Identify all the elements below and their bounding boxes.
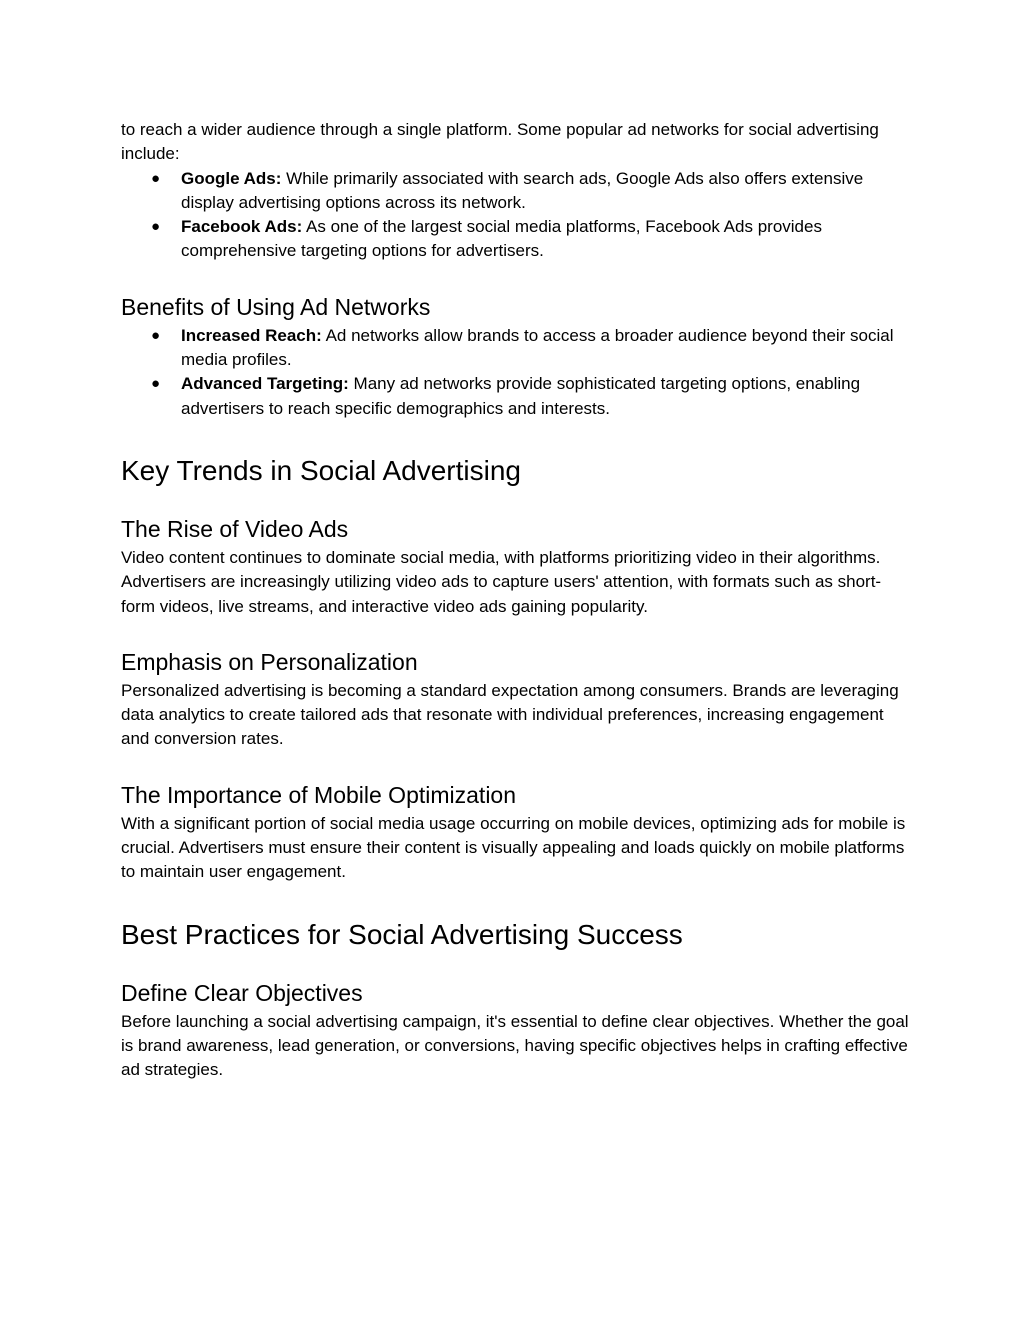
section-body-personalization: Personalized advertising is becoming a standard expectation among consumers. Brands are leveraging data analytics to create tailored ads that resonate with individual preferences, increasing engagement and conversion rates. <box>121 680 899 749</box>
bullet-icon: ● <box>151 218 161 236</box>
section-heading-benefits: Benefits of Using Ad Networks <box>121 293 431 320</box>
list-item-term: Advanced Targeting: <box>181 374 349 394</box>
ad-networks-list <box>121 167 911 264</box>
section-heading-objectives: Define Clear Objectives <box>121 979 363 1006</box>
section-heading-personalization: Emphasis on Personalization <box>121 648 418 675</box>
section-heading-mobile: The Importance of Mobile Optimization <box>121 781 517 808</box>
list-item <box>121 167 911 216</box>
list-item-desc: Many ad networks provide sophisticated targeting options, enabling advertisers to reach specific demographics and interests. <box>181 374 861 418</box>
list-item-desc: As one of the largest social media platforms, Facebook Ads provides comprehensive targeting options for advertisers. <box>181 217 822 261</box>
bullet-icon: ● <box>151 375 161 393</box>
section-body-video-ads: Video content continues to dominate social media, with platforms prioritizing video in their algorithms. Advertisers are increasingly utilizing video ads to capture users' attention, with formats such as short-form videos, live streams, and interactive video ads gaining popularity. <box>121 547 882 616</box>
chapter-heading-trends: Key Trends in Social Advertising <box>121 454 521 486</box>
section-body-mobile: With a significant portion of social media usage occurring on mobile devices, optimizing ads for mobile is crucial. Advertisers must ensure their content is visually appealing and loads quickly on mobile platforms to maintain user engagement. <box>121 813 906 882</box>
bullet-icon: ● <box>151 169 161 187</box>
benefits-list <box>121 324 911 421</box>
list-item <box>121 215 911 264</box>
bullet-icon: ● <box>151 326 161 344</box>
list-item <box>121 324 911 373</box>
intro-paragraph: to reach a wider audience through a single platform. Some popular ad networks for social advertising include: <box>121 120 879 164</box>
list-item-term: Google Ads: <box>181 168 282 188</box>
list-item-term: Facebook Ads: <box>181 217 303 237</box>
chapter-heading-best-practices: Best Practices for Social Advertising Success <box>121 918 683 950</box>
list-item <box>121 372 911 421</box>
list-item-term: Increased Reach: <box>181 325 322 345</box>
section-heading-video-ads: The Rise of Video Ads <box>121 515 349 542</box>
list-item-desc: Ad networks allow brands to access a broader audience beyond their social media profiles. <box>181 325 894 370</box>
list-item-desc: While primarily associated with search ads, Google Ads also offers extensive display advertising options across its network. <box>181 168 864 212</box>
document-page <box>121 118 911 1083</box>
section-body-objectives: Before launching a social advertising campaign, it's essential to define clear objectives. Whether the goal is brand awareness, lead generation, or conversions, having specific objectives helps in crafting effective ad strategies. <box>121 1011 909 1080</box>
